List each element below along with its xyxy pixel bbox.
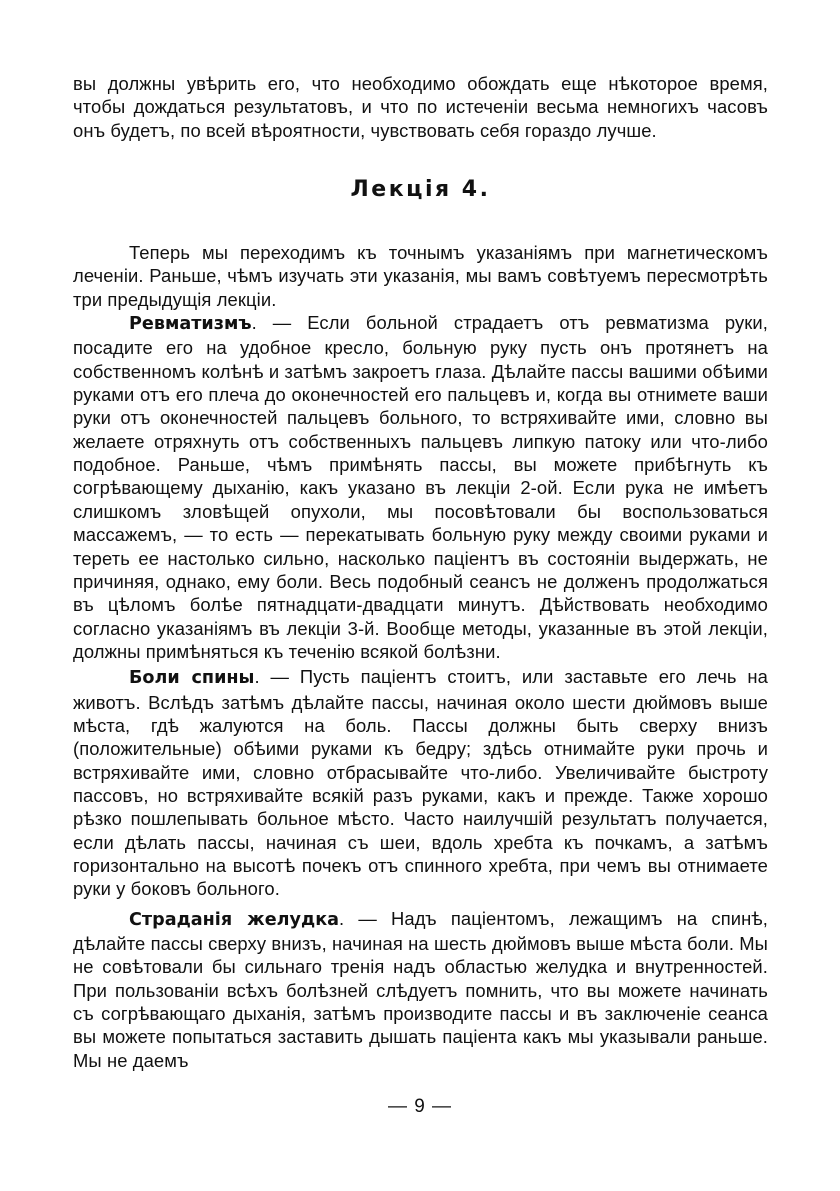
section-rheumatism bbox=[73, 311, 768, 663]
continuation-paragraph: вы должны увѣрить его, что необходимо обождать еще нѣкоторое время, чтобы дождаться результатовъ, и что по истеченіи весьма немногихъ часовъ онъ будетъ, по всей вѣроятности, чувствовать себя гораздо лучше. bbox=[73, 73, 768, 141]
section-text: . — Пусть паціентъ стоитъ, или заставьте его лечь на животъ. Вслѣдъ затѣмъ дѣлайте пассы, начиная около шести дюймовъ выше мѣста, гдѣ жалуются на боль. Пассы должны быть сверху внизъ (положительные) обѣими руками къ бедру; здѣсь отнимайте руки прочь и встряхивайте ими, словно отбрасывайте что-либо. Увеличивайте быстроту пассовъ, но встряхивайте всякій разъ руками, какъ и прежде. Также хорошо рѣзко пошлепывать больное мѣсто. Часто наилучшій результатъ получается, если дѣлать пассы, начиная съ шеи, вдоль хребта къ почкамъ, а затѣмъ горизонтально на высотѣ почекъ отъ спинного хребта, при чемъ вы отнимаете руки у боковъ больного. bbox=[73, 666, 768, 900]
document-page bbox=[73, 72, 768, 1072]
section-text: . — Надъ паціентомъ, лежащимъ на спинѣ, дѣлайте пассы сверху внизъ, начиная на шесть дюймовъ выше мѣста боли. Мы не совѣтовали бы сильнаго тренія надъ областью желудка и внутренностей. При пользованіи всѣхъ болѣзней слѣдуетъ помнить, что вы можете начинать съ согрѣвающаго дыханія, затѣмъ производите пассы и въ заключеніе сеанса вы можете попытаться заставить дышать паціента какъ мы указывали раньше. Мы не даемъ bbox=[73, 907, 768, 1071]
intro-paragraph: Теперь мы переходимъ къ точнымъ указаніямъ при магнетическомъ леченіи. Раньше, чѣмъ изучать эти указанія, мы вамъ совѣтуемъ пересмотрѣть три предыдущія лекціи. bbox=[73, 242, 768, 310]
section-title: Боли спины bbox=[129, 668, 255, 689]
section-title: Ревматизмъ bbox=[129, 314, 252, 335]
section-title: Страданія желудка bbox=[129, 909, 340, 930]
lecture-heading: Лекція 4. bbox=[350, 177, 491, 203]
page-number: — 9 — bbox=[387, 1096, 453, 1117]
section-text: . — Если больной страдаетъ отъ ревматизма руки, посадите его на удобное кресло, больную руку пусть онъ протянетъ на собственномъ колѣнѣ и затѣмъ закроетъ глаза. Дѣлайте пассы вашими обѣими руками отъ его плеча до оконечностей его пальцевъ и, когда вы отнимете ваши руки отъ оконечностей пальцевъ больного, то встряхивайте ими, словно вы желаете отряхнуть отъ собственныхъ пальцевъ липкую патоку или что-либо подобное. Раньше, чѣмъ примѣнять пассы, вы можете прибѣгнуть къ согрѣвающему дыханію, какъ указано въ лекціи 2-ой. Если рука не имѣетъ слишкомъ зловѣщей опухоли, мы посовѣтовали бы воспользоваться массажемъ, — то есть — перекатывать больную руку между своими руками и тереть ее настолько сильно, насколько паціентъ въ состояніи выдержать, не причиняя, однако, ему боли. Весь подобный сеансъ не долженъ продолжаться въ цѣломъ болѣе пятнадцати-двадцати минутъ. Дѣйствовать необходимо согласно указаніямъ въ лекціи 3-й. Вообще методы, указанные въ этой лекціи, должны примѣняться къ теченію всякой болѣзни. bbox=[73, 312, 768, 662]
section-back-pain bbox=[73, 665, 768, 900]
section-stomach bbox=[73, 907, 768, 1072]
